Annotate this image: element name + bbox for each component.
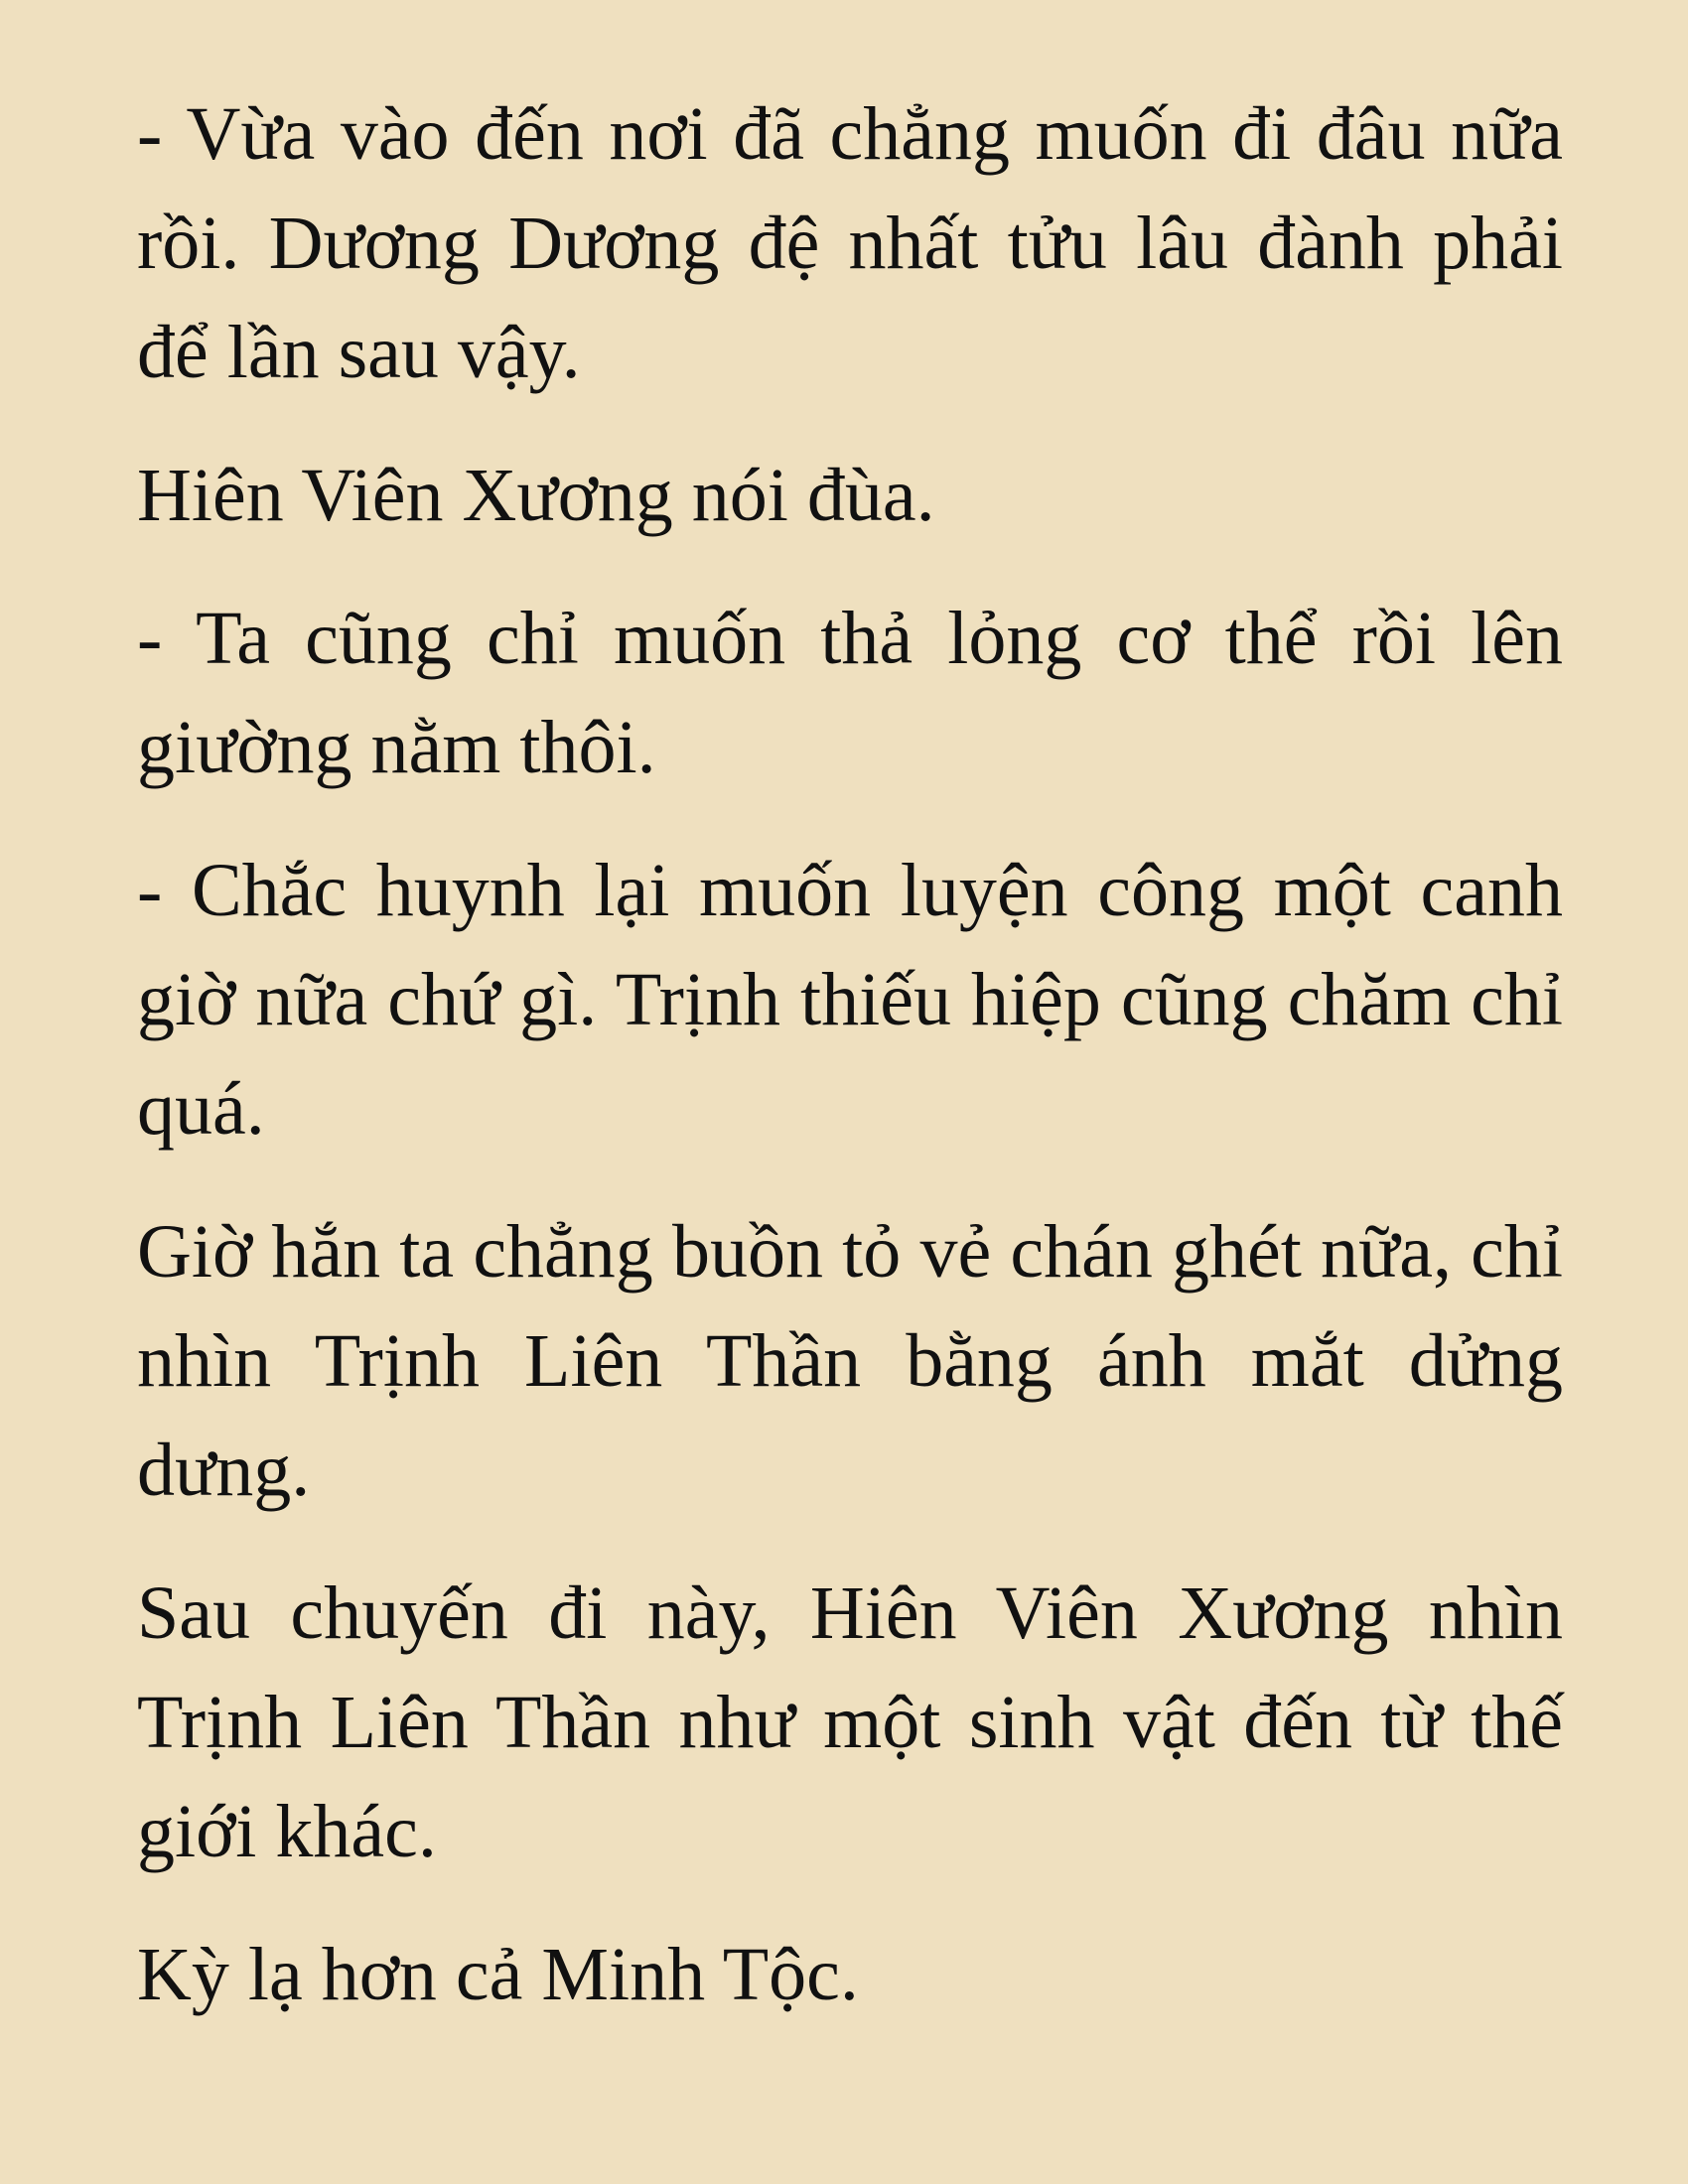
paragraph-5: Giờ hắn ta chẳng buồn tỏ vẻ chán ghét nữa, chỉ nhìn Trịnh Liên Thần bằng ánh mắt dửng dưng. — [137, 1210, 1563, 1512]
paragraph-4: - Chắc huynh lại muốn luyện công một canh giờ nữa chứ gì. Trịnh thiếu hiệp cũng chăm chỉ quá. — [137, 849, 1563, 1151]
paragraph-1: - Vừa vào đến nơi đã chẳng muốn đi đâu nữa rồi. Dương Dương đệ nhất tửu lâu đành phải để lần sau vậy. — [137, 92, 1563, 394]
paragraph-7: Kỳ lạ hơn cả Minh Tộc. — [137, 1933, 859, 2016]
story-text — [137, 79, 1563, 2029]
paragraph-3: - Ta cũng chỉ muốn thả lỏng cơ thể rồi lên giường nằm thôi. — [137, 597, 1563, 789]
paragraph-6: Sau chuyến đi này, Hiên Viên Xương nhìn Trịnh Liên Thần như một sinh vật đến từ thế giới khác. — [137, 1571, 1563, 1873]
paragraph-2: Hiên Viên Xương nói đùa. — [137, 454, 935, 537]
